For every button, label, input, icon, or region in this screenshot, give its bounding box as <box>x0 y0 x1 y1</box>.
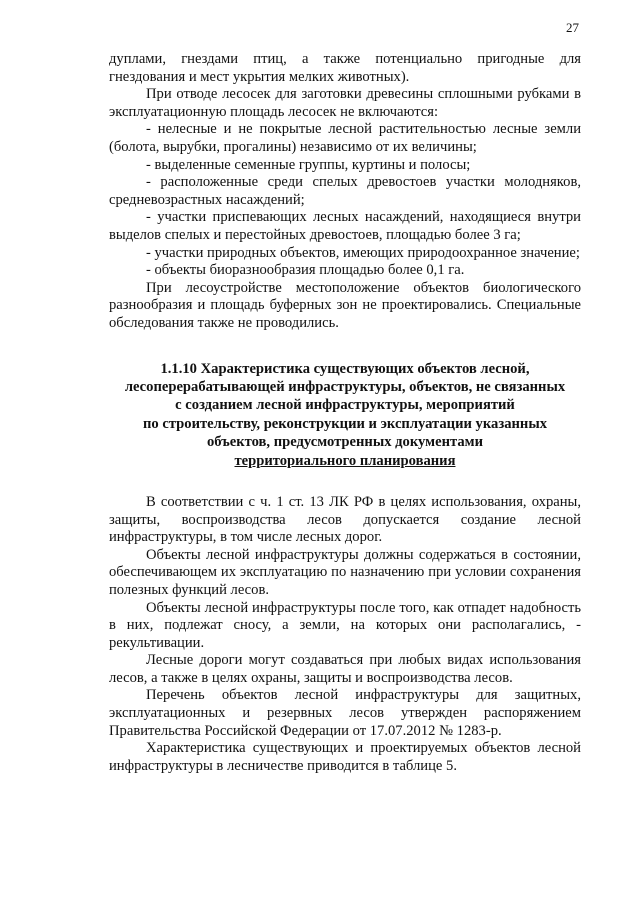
list-item: - участки природных объектов, имеющих природоохранное значение; <box>146 244 580 261</box>
paragraph: В соответствии с ч. 1 ст. 13 ЛК РФ в целях использования, охраны, защиты, воспроизводства лесов допускается создание лесной инфраструктуры, в том числе лесных дорог. <box>109 493 581 546</box>
paragraph: Объекты лесной инфраструктуры должны содержаться в состоянии, обеспечивающем их эксплуатацию по назначению при условии сохранения полезных функций лесов. <box>109 546 581 598</box>
paragraph-line: дуплами, гнездами птиц, а также потенциально пригодные для <box>109 51 581 67</box>
list-item: - расположенные среди спелых древостоев участки молодняков, средневозрастных насаждений; <box>109 174 581 208</box>
page-number: 27 <box>566 20 579 35</box>
heading-line: 1.1.10 Характеристика существующих объектов лесной, <box>160 360 530 377</box>
heading-line: объектов, предусмотренных документами <box>207 434 483 451</box>
paragraph: При отводе лесосек для заготовки древесины сплошными рубками в эксплуатационную площадь лесосек не включаются: <box>109 86 581 120</box>
document-body <box>109 51 581 775</box>
section-heading <box>109 360 581 470</box>
paragraph: Характеристика существующих и проектируемых объектов лесной инфраструктуры в лесничестве приводится в таблице 5. <box>109 740 581 774</box>
heading-line: с созданием лесной инфраструктуры, мероприятий <box>175 397 515 414</box>
paragraph: Объекты лесной инфраструктуры после того, как отпадет надобность в них, подлежат сносу, а земли, на которых они располагались, - рекультивации. <box>109 599 581 651</box>
heading-line-underlined: территориального планирования <box>234 452 456 469</box>
paragraph <box>109 69 581 87</box>
paragraph <box>109 51 581 69</box>
list-item: - участки приспевающих лесных насаждений, находящиеся внутри выделов спелых и перестойных древостоев, площадью более 3 га; <box>109 209 581 243</box>
list-item: - выделенные семенные группы, куртины и полосы; <box>146 156 471 173</box>
heading-line <box>109 452 581 470</box>
heading-line: по строительству, реконструкции и эксплуатации указанных <box>142 415 548 432</box>
paragraph: Лесные дороги могут создаваться при любых видах использования лесов, а также в целях охраны, защиты и воспроизводства лесов. <box>109 652 581 686</box>
paragraph-line: гнездования и мест укрытия мелких животных). <box>109 68 410 85</box>
heading-line: лесоперерабатывающей инфраструктуры, объектов, не связанных <box>124 378 566 395</box>
paragraph: При лесоустройстве местоположение объектов биологического разнообразия и площадь буферных зон не проектировались. Специальные обследования также не проводились. <box>109 279 581 331</box>
list-item: - объекты биоразнообразия площадью более 0,1 га. <box>146 262 465 279</box>
paragraph: Перечень объектов лесной инфраструктуры для защитных, эксплуатационных и резервных лесов утвержден распоряжением Правительства Российской Федерации от 17.07.2012 № 1283-р. <box>109 687 581 739</box>
list-item: - нелесные и не покрытые лесной растительностью лесные земли (болота, вырубки, прогалины) независимо от их величины; <box>109 121 581 155</box>
